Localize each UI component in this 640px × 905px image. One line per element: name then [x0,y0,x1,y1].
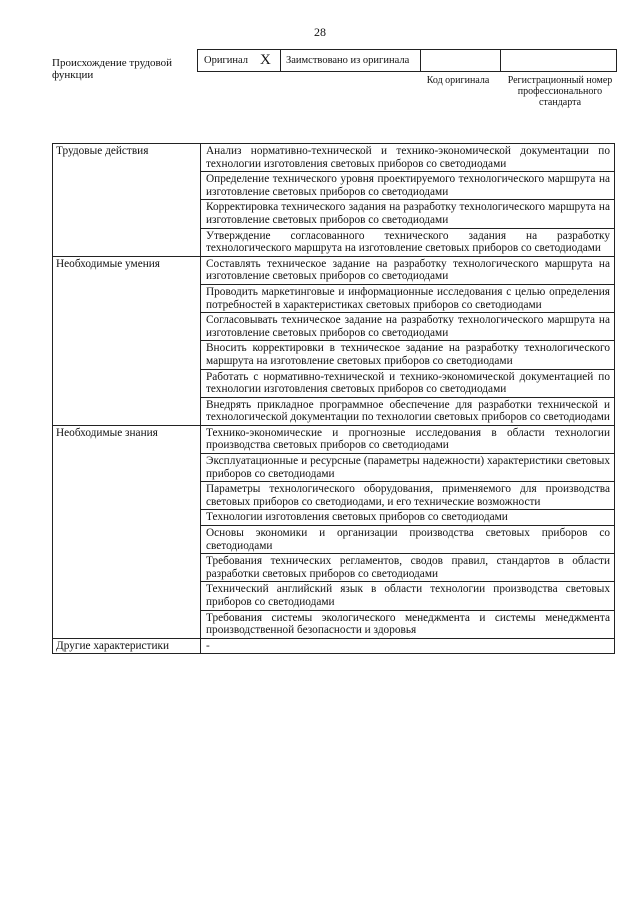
page-number: 28 [314,25,326,39]
code-caption: Код оригинала [426,75,490,86]
section-item: Требования системы экологического менеджмента и системы менеджмента производственной безопасности и здоровья [201,610,615,638]
borrowed-cell [281,50,421,71]
section-item: Параметры технологического оборудования, применяемого для производства световых приборов со светодиодами, и его технические возможности [201,482,615,510]
section-item: Эксплуатационные и ресурсные (параметры надежности) характеристики световых приборов со светодиодами [201,454,615,482]
section-item: - [201,638,615,654]
origin-label: Происхождение трудовой функции [52,57,173,81]
original-cell [198,50,281,71]
section-item: Составлять техническое задание на разработку технологического маршрута на изготовление световых приборов со светодиодами [201,256,615,284]
section-item: Утверждение согласованного технического задания на разработку технологического маршрута на изготовление световых приборов со светодиодами [201,228,615,256]
table-row [53,144,615,172]
section-label: Другие характеристики [53,638,201,654]
section-item: Требования технических регламентов, сводов правил, стандартов в области разработки световых приборов со светодиодами [201,554,615,582]
labor-function-table [52,143,615,654]
section-item: Проводить маркетинговые и информационные исследования с целью определения потребностей в характеристиках световых приборов со светодиодами [201,284,615,312]
section-item: Технологии изготовления световых приборов со светодиодами [201,510,615,526]
registration-number-cell [501,50,616,71]
original-label: Оригинал [204,55,248,66]
table-row [53,256,615,284]
origin-box [197,49,617,72]
section-label: Трудовые действия [53,144,201,257]
section-item: Анализ нормативно-технической и технико-экономической документации по технологии изготовления световых приборов со светодиодами [201,144,615,172]
section-label: Необходимые знания [53,425,201,638]
section-label: Необходимые умения [53,256,201,425]
original-mark: X [260,52,271,68]
section-item: Внедрять прикладное программное обеспечение для разработки технической и технологической документации по технологии световых приборов со светодиодами [201,397,615,425]
table-row [53,425,615,453]
section-item: Основы экономики и организации производства световых приборов со светодиодами [201,526,615,554]
registration-caption: Регистрационный номер профессионального стандарта [507,75,613,108]
original-code-cell [421,50,501,71]
section-item: Работать с нормативно-технической и технико-экономической документацией по технологии изготовления световых приборов со светодиодами [201,369,615,397]
section-item: Вносить корректировки в техническое задание на разработку технологического маршрута на изготовление световых приборов со светодиодами [201,341,615,369]
section-item: Определение технического уровня проектируемого технологического маршрута на изготовление световых приборов со светодиодами [201,172,615,200]
section-item: Согласовывать техническое задание на разработку технологического маршрута на изготовление световых приборов со светодиодами [201,313,615,341]
borrowed-label: Заимствовано из оригинала [286,55,410,66]
section-item: Корректировка технического задания на разработку технологического маршрута на изготовление световых приборов со светодиодами [201,200,615,228]
section-item: Технико-экономические и прогнозные исследования в области технологии производства световых приборов со светодиодами [201,425,615,453]
table-row [53,638,615,654]
section-item: Технический английский язык в области технологии производства световых приборов со светодиодами [201,582,615,610]
